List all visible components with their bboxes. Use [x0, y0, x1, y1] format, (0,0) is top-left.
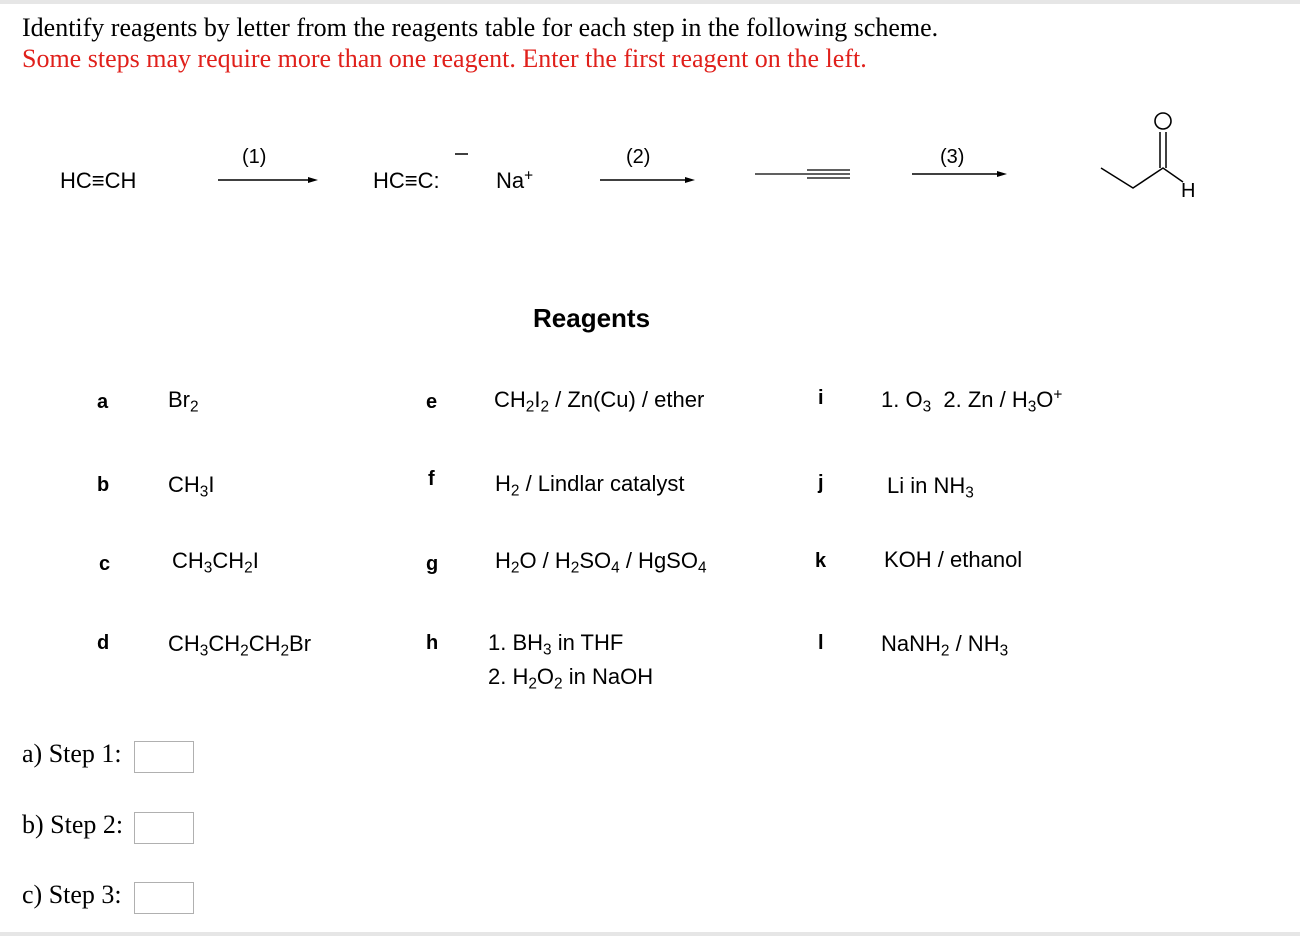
reagent-g: $H_2O / H_2SO_4$ / HgSO$_4$	[495, 548, 707, 577]
reagent-i: 1. $O_3$ 2. Zn / $H_3O^+$	[881, 386, 1063, 416]
step-3-label: (3)	[940, 146, 965, 168]
aldehyde-hydrogen: H	[1181, 180, 1196, 202]
reagent-letter-d: d	[97, 632, 110, 654]
reagent-letter-f: f	[428, 468, 435, 490]
acetylide-anion: HC≡C:	[373, 168, 440, 193]
step-3-input[interactable]	[134, 882, 194, 914]
internal-alkyne-structure	[755, 166, 855, 182]
positive-charge: +	[524, 167, 534, 185]
reagents-title: Reagents	[533, 303, 651, 333]
reagent-letter-j: j	[818, 472, 824, 494]
reagent-letter-e: e	[426, 391, 438, 413]
reagent-d: $CH_3CH_2CH_2Br$	[168, 631, 312, 660]
reagent-letter-b: b	[97, 474, 110, 496]
reagent-letter-l: l	[818, 632, 824, 654]
reagent-b: $CH_3I$	[168, 472, 215, 501]
reagent-letter-c: c	[99, 553, 111, 575]
top-border	[0, 0, 1300, 4]
sodium-symbol: Na	[496, 168, 525, 193]
reagent-f: $H_2$ / Lindlar catalyst	[495, 471, 685, 500]
step-2-label: (2)	[626, 146, 651, 168]
reagent-j: Li in $NH_3$	[887, 473, 974, 502]
reagent-h-line2: 2. $H_2O_2$ in NaOH	[488, 664, 654, 693]
reagent-h-line1: 1. $BH_3$ in THF	[488, 630, 624, 659]
step-1-input[interactable]	[134, 741, 194, 773]
step-1-label: (1)	[242, 146, 267, 168]
step-3-label-answer: c) Step 3:	[22, 880, 122, 909]
reagent-a: $Br_2$	[168, 387, 199, 416]
step-1-label-answer: a) Step 1:	[22, 739, 122, 768]
instruction-note: Some steps may require more than one reagent. Enter the first reagent on the left.	[22, 44, 867, 73]
sodium-cation	[496, 168, 533, 194]
step-3-arrow	[912, 169, 1007, 179]
instruction-text: Identify reagents by letter from the reagents table for each step in the following scheme.	[22, 13, 939, 42]
negative-charge-icon	[455, 152, 469, 156]
reagent-letter-a: a	[97, 391, 109, 413]
reagent-e: $CH_2I_2 / Zn(Cu)$ / ether	[494, 387, 705, 416]
reagent-letter-g: g	[426, 553, 439, 575]
start-material: HC≡CH	[60, 168, 137, 193]
reaction-scheme	[0, 100, 1300, 240]
reagent-k: KOH / ethanol	[884, 547, 1023, 572]
step-2-arrow	[600, 175, 695, 185]
reagent-letter-h: h	[426, 632, 439, 654]
bottom-border	[0, 932, 1300, 936]
reagent-c: $CH_3CH_2I$	[172, 548, 259, 577]
reagent-letter-i: i	[818, 387, 824, 409]
reagent-letter-k: k	[815, 550, 827, 572]
step-2-label-answer: b) Step 2:	[22, 810, 124, 839]
step-1-arrow	[218, 175, 318, 185]
step-2-input[interactable]	[134, 812, 194, 844]
reagent-l: NaNH$_2$ / $NH_3$	[881, 631, 1009, 660]
